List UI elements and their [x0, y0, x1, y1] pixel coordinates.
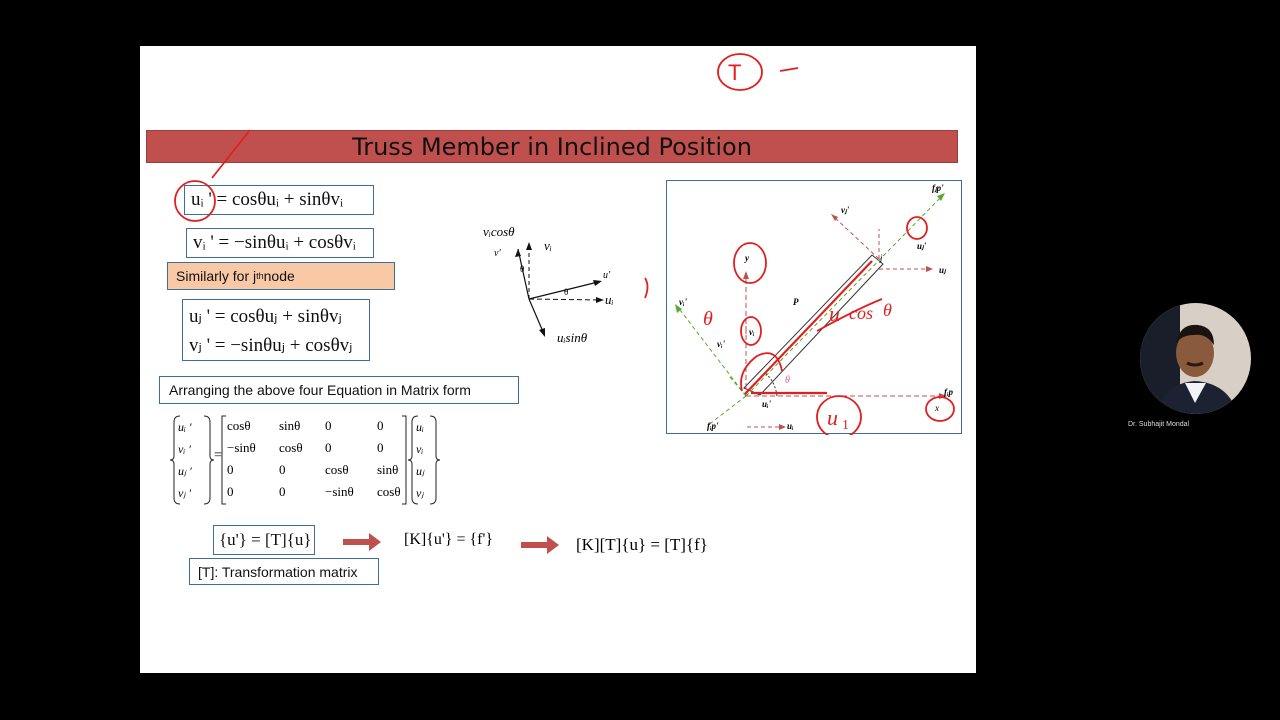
matrix-lhs-item: vᵢ '	[178, 442, 191, 456]
matrix-cell: 0	[325, 418, 332, 433]
ui-label: uᵢ	[605, 292, 614, 307]
vi-cos-label: vᵢcosθ	[483, 224, 515, 239]
fjp-label: fⱼp'	[932, 183, 944, 193]
uj-prime-label: uⱼ'	[917, 241, 927, 251]
equation-ui: uᵢ ' = cosθuᵢ + sinθvᵢ	[191, 189, 344, 210]
matrix-lhs	[178, 416, 192, 504]
svg-text:u: u	[829, 301, 840, 326]
matrix-cell: cosθ	[377, 484, 401, 499]
j-label: j	[880, 253, 883, 263]
equation-ui-box	[184, 185, 374, 215]
equation-uj: uⱼ ' = cosθuⱼ + sinθvⱼ	[189, 306, 342, 327]
title-bar	[146, 130, 958, 163]
ui-prime-label: uᵢ'	[762, 399, 772, 409]
inclined-truss-diagram	[666, 180, 962, 434]
matrix-cell: sinθ	[377, 462, 399, 477]
theta-angle-label: θ	[785, 375, 790, 386]
stiffness-global-eq: [K][T]{u} = [T]{f}	[576, 535, 708, 554]
matrix-table	[226, 415, 412, 503]
vi-prime-label: vᵢ'	[717, 339, 726, 349]
similarly-box	[167, 262, 395, 290]
matrix-cell: −sinθ	[227, 440, 256, 455]
vprime-label: v'	[494, 248, 501, 259]
matrix-cell: 0	[227, 462, 234, 477]
ui-bottom-label: uᵢ	[787, 421, 794, 431]
matrix-lhs-item: uᵢ '	[178, 420, 192, 434]
equation-vi-box	[186, 228, 374, 258]
svg-text:θ: θ	[883, 300, 892, 320]
matrix-rhs-item: uᵢ	[416, 420, 424, 434]
matrix-lhs-item: uⱼ '	[178, 464, 192, 478]
similarly-sup: th	[256, 271, 264, 281]
matrix-cell: −sinθ	[325, 484, 354, 499]
similarly-text: Similarly for j	[176, 268, 257, 284]
transformation-matrix-equation	[168, 412, 468, 508]
theta-small-label: θ	[520, 264, 525, 274]
fip-right-label: fᵢp	[944, 387, 954, 397]
matrix-rhs	[416, 416, 424, 504]
equals-sign: =	[214, 448, 222, 463]
fip-label: fᵢp'	[707, 421, 719, 431]
matrix-rhs-item: vⱼ	[416, 486, 424, 500]
vi-prime-left-label: vᵢ'	[679, 297, 688, 307]
y-axis-label: y	[745, 253, 749, 263]
theta-label: θ	[564, 287, 569, 297]
stiffness-local-eq: [K]{u'} = {f'}	[404, 531, 494, 548]
vj-prime-label: vⱼ'	[841, 205, 850, 215]
x-axis-label: x	[935, 403, 939, 413]
matrix-cell: 0	[279, 484, 286, 499]
equation-vi: vᵢ ' = −sinθuᵢ + cosθvᵢ	[193, 232, 356, 253]
transform-eq: {u'} = [T]{u}	[219, 530, 312, 549]
presenter-avatar	[1140, 303, 1251, 414]
matrix-rhs-item: vᵢ	[416, 442, 424, 456]
matrix-cell: cosθ	[325, 462, 349, 477]
equation-vj: vⱼ ' = −sinθuⱼ + cosθvⱼ	[189, 335, 353, 356]
matrix-lhs-item: vⱼ '	[178, 486, 191, 500]
transform-eq-box	[213, 525, 315, 555]
uprime-label: u'	[603, 270, 611, 281]
matrix-rhs-item: uⱼ	[416, 464, 425, 478]
matrix-cell: cosθ	[279, 440, 303, 455]
similarly-tail: node	[263, 268, 295, 284]
uj-label: uⱼ	[939, 265, 946, 275]
slide	[140, 46, 976, 673]
slide-title: Truss Member in Inclined Position	[352, 132, 752, 161]
transformation-label: [T]: Transformation matrix	[198, 563, 358, 580]
truss-drawing	[667, 181, 963, 435]
transformation-label-box	[189, 558, 379, 585]
matrix-cell: 0	[325, 440, 332, 455]
vi-label: vᵢ	[544, 238, 552, 253]
matrix-cell: 0	[377, 418, 384, 433]
matrix-cell: cosθ	[227, 418, 251, 433]
matrix-cell: sinθ	[279, 418, 301, 433]
equation-j-box	[182, 299, 370, 361]
matrix-cell: 0	[377, 440, 384, 455]
arrow-right-icon	[343, 532, 383, 552]
ui-sin-label: uᵢsinθ	[557, 330, 588, 345]
svg-text:T: T	[728, 60, 742, 85]
p-label: P	[793, 297, 799, 307]
arranging-text: Arranging the above four Equation in Matrix form	[169, 382, 471, 398]
arrow-right-icon	[521, 535, 561, 555]
svg-text:cos: cos	[849, 303, 873, 323]
svg-text:1: 1	[842, 418, 849, 433]
matrix-cell: 0	[227, 484, 234, 499]
presenter-portrait	[1140, 303, 1251, 414]
matrix-cell: 0	[279, 462, 286, 477]
svg-text:u: u	[827, 405, 838, 430]
presenter-name: Dr. Subhajit Mondal	[1128, 421, 1190, 428]
arranging-box	[159, 376, 519, 404]
vi-node-label: vᵢ	[749, 327, 755, 337]
svg-text:θ: θ	[703, 308, 713, 330]
